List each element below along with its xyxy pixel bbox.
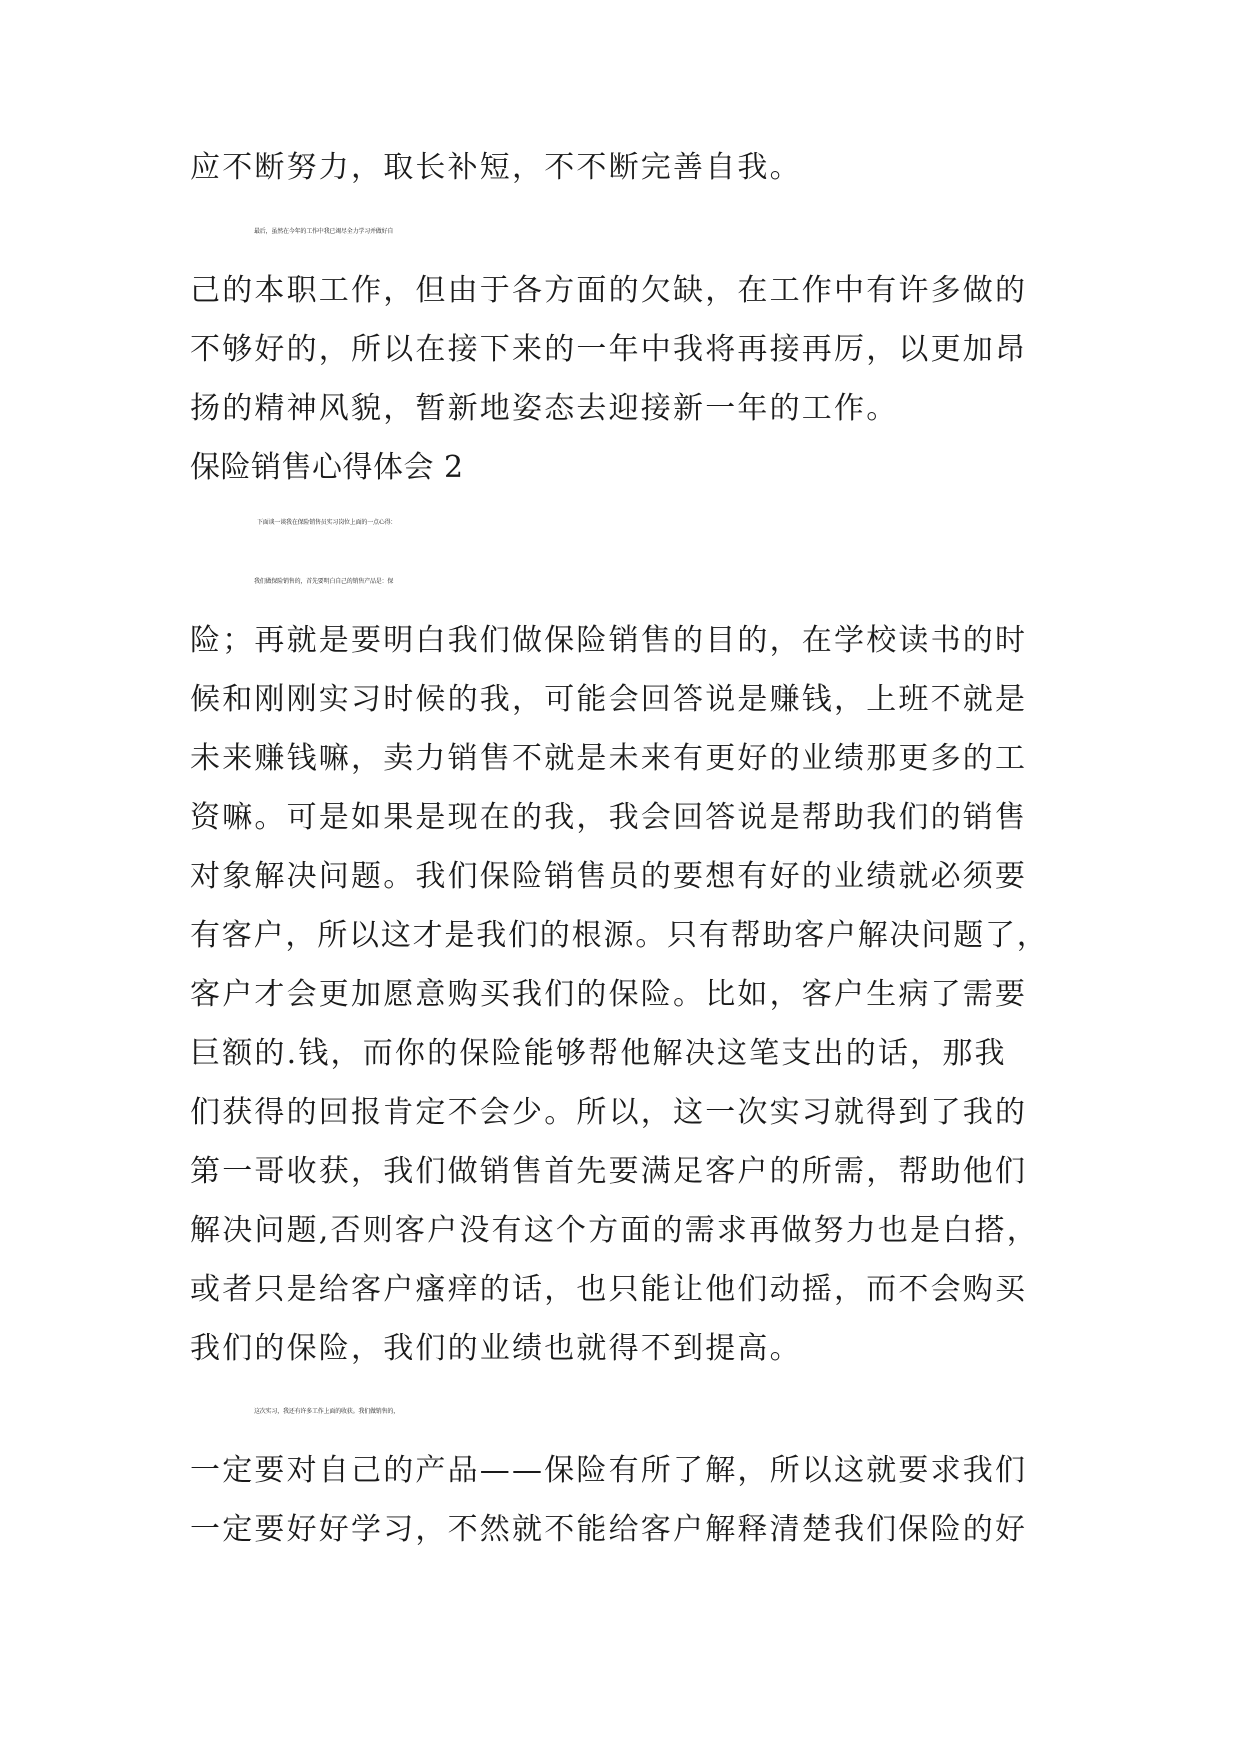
body-text-line: 下面谈一谈我在保险销售员实习岗位上面的一点心得： [257, 519, 397, 526]
body-text-line: 第一哥收获，我们做销售首先要满足客户的所需，帮助他们 [190, 1154, 1028, 1189]
body-text-line: 一定要好好学习，不然就不能给客户解释清楚我们保险的好 [190, 1512, 1028, 1547]
body-text-line: 未来赚钱嘛，卖力销售不就是未来有更好的业绩那更多的工 [190, 741, 1028, 776]
body-text-line: 险；再就是要明白我们做保险销售的目的，在学校读书的时 [190, 623, 1028, 658]
body-text-line: 我们做保险销售的，首先要明白自己的销售产品是：保 [254, 578, 394, 585]
body-text-line: 们获得的回报肯定不会少。所以，这一次实习就得到了我的 [190, 1095, 1028, 1130]
section-heading: 保险销售心得体会 2 [190, 450, 464, 485]
body-text-line: 或者只是给客户瘙痒的话，也只能让他们动摇，而不会购买 [190, 1272, 1028, 1307]
body-text-line: 有客户，所以这才是我们的根源。只有帮助客户解决问题了， [190, 918, 1049, 953]
body-text-line: 我们的保险，我们的业绩也就得不到提高。 [190, 1331, 802, 1366]
body-text-line: 应不断努力，取长补短，不不断完善自我。 [190, 150, 802, 185]
body-text-line: 客户才会更加愿意购买我们的保险。比如，客户生病了需要 [190, 977, 1028, 1012]
body-text-line: 解决问题,否则客户没有这个方面的需求再做努力也是白搭， [190, 1213, 1039, 1248]
body-text-line: 扬的精神风貌，暂新地姿态去迎接新一年的工作。 [190, 391, 899, 426]
body-text-line: 最后，虽然在今年的工作中我已竭尽全力学习并做好自 [254, 228, 394, 235]
body-text-line: 这次实习，我还有许多工作上面的收获。我们做销售的， [254, 1408, 400, 1415]
body-text-line: 候和刚刚实习时候的我，可能会回答说是赚钱，上班不就是 [190, 682, 1028, 717]
body-text-line: 一定要对自己的产品——保险有所了解，所以这就要求我们 [190, 1453, 1028, 1488]
body-text-line: 对象解决问题。我们保险销售员的要想有好的业绩就必须要 [190, 859, 1028, 894]
body-text-line: 不够好的，所以在接下来的一年中我将再接再厉，以更加昂 [190, 332, 1028, 367]
body-text-line: 己的本职工作，但由于各方面的欠缺，在工作中有许多做的 [190, 273, 1028, 308]
body-text-line: 资嘛。可是如果是现在的我，我会回答说是帮助我们的销售 [190, 800, 1028, 835]
body-text-line: 巨额的.钱，而你的保险能够帮他解决这笔支出的话，那我 [190, 1036, 1007, 1071]
